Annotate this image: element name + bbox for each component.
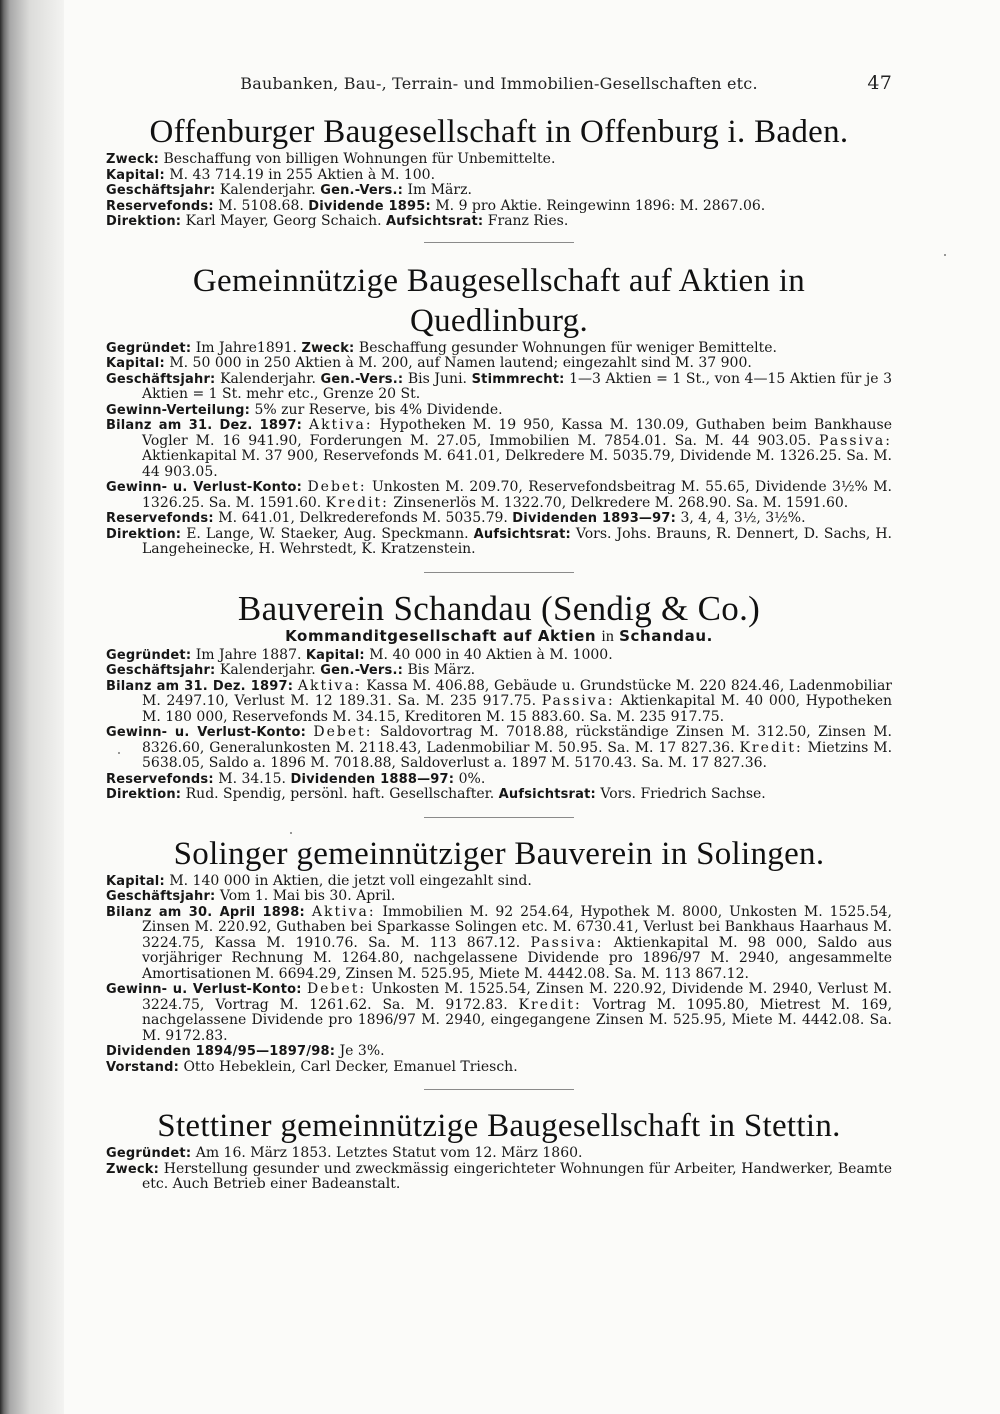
field-reservefonds: Reservefonds: M. 641.01, Delkrederefonds M. 5035.79. Dividenden 1893—97: 3, 4, 4, 3½, 3½%. (106, 510, 806, 526)
entry-title: Stettiner gemeinnützige Baugesellschaft in Stettin. (157, 1108, 841, 1144)
page-number: 47 (867, 72, 892, 94)
entry-stettin (106, 1106, 892, 1193)
entry-title: Solinger gemeinnütziger Bauverein in Solingen. (173, 835, 825, 872)
field-reservefonds: Reservefonds: M. 34.15. Dividenden 1888—97: 0%. (106, 770, 486, 787)
field-direktion: Direktion: Rud. Spendig, persönl. haft. Gesellschafter. Aufsichtsrat: Vors. Friedrich Sachse. (106, 786, 766, 802)
field-direktion: Direktion: E. Lange, W. Staeker, Aug. Speckmann. Aufsichtsrat: Vors. Johs. Brauns, R. Dennert, D. Sachs, H. Langeheinecke, H. Wehrstedt, K. Kratzenstein. (106, 525, 892, 557)
entry-solingen (106, 834, 892, 1076)
field-geschaeftsjahr: Geschäftsjahr: Vom 1. Mai bis 30. April. (106, 888, 396, 904)
field-gewinn-verlust: Gewinn- u. Verlust-Konto: Debet: Unkosten M. 1525.54, Zinsen M. 220.92, Dividende M. 2940, Verlust M. 3224.75, Vortrag M. 1261.62. Sa. M. 9172.83. Kredit: Vortrag M. 1095.80, Mietrest M. 169, nachgelassene Dividende pro 1896/97 M. 2940, eingegangene Zinsen M. 525.95, Miete M. 4442.08. Sa. M. 9172.83. (106, 981, 893, 1044)
entry-offenburg (106, 112, 892, 230)
scan-speck (118, 752, 120, 754)
section-divider (424, 817, 574, 818)
field-dividenden: Dividenden 1894/95—1897/98: Je 3%. (106, 1043, 385, 1059)
field-geschaeftsjahr: Geschäftsjahr: Kalenderjahr. Gen.-Vers.: Im März. (106, 182, 472, 198)
entry-body (106, 1146, 892, 1193)
running-head: Baubanken, Bau-, Terrain- und Immobilien-Gesellschaften etc. (240, 74, 758, 93)
field-bilanz: Bilanz am 31. Dez. 1897: Aktiva: Kassa M. 406.88, Gebäude u. Grundstücke M. 220 824.46, Ladenmobiliar M. 2497.10, Verlust M. 12 189.31. Sa. M. 235 917.75. Passiva: Aktienkapital M. 40 000, Hypotheken M. 180 000, Reservefonds M. 34.15, Kreditoren M. 15 883.60. Sa. M. 235 917.75. (106, 677, 893, 725)
field-zweck: Zweck: Herstellung gesunder und zweckmässig eingerichteter Wohnungen für Arbeiter, Handwerker, Beamte etc. Auch Betrieb einer Badeanstalt. (106, 1160, 892, 1192)
entry-body (106, 152, 892, 230)
section-divider (424, 572, 574, 573)
section-divider (424, 242, 574, 243)
entry-title: Gemeinnützige Baugesellschaft auf Aktien in Quedlinburg. (192, 262, 806, 339)
entry-body (106, 341, 892, 558)
field-zweck: Zweck: Beschaffung von billigen Wohnungen für Unbemittelte. (106, 151, 556, 167)
entry-title: Offenburger Baugesellschaft in Offenburg i. Baden. (149, 114, 849, 150)
field-gewinn-verlust: Gewinn- u. Verlust-Konto: Debet: Unkosten M. 209.70, Reservefondsbeitrag M. 55.65, Dividende 3½% M. 1326.25. Sa. M. 1591.60. Kredit: Zinsenerlös M. 1322.70, Delkredere M. 268.90. Sa. M. 1591.60. (106, 479, 893, 511)
field-kapital: Kapital: M. 43 714.19 in 255 Aktien à M. 100. (106, 166, 436, 183)
page-header (106, 70, 892, 98)
field-gegruendet: Gegründet: Im Jahre 1887. Kapital: M. 40 000 in 40 Aktien à M. 1000. (106, 646, 613, 663)
field-bilanz: Bilanz am 30. April 1898: Aktiva: Immobilien M. 92 254.64, Hypothek M. 8000, Unkosten M. 1525.54, Zinsen M. 220.92, Guthaben bei Sparkasse Solingen etc. M. 6730.41, Verlust bei Bankhaus Haarhaus M. 3224.75, Kassa M. 1910.76. Sa. M. 113 867.12. Passiva: Aktienkapital M. 98 000, Saldo aus vorjähriger Rechnung M. 1264.80, nachgelassene Dividende pro 1896/97 M. 2940, angesammelte Amortisationen M. 6694.29, Zinsen M. 525.95, Miete M. 4442.08. Sa. M. 113 867.12. (106, 903, 893, 982)
field-geschaeftsjahr: Geschäftsjahr: Kalenderjahr. Gen.-Vers.: Bis Juni. Stimmrecht: 1—3 Aktien = 1 St., von 4—15 Aktien für je 3 Aktien = 1 St. mehr etc., Grenze 20 St. (106, 370, 893, 402)
section-divider (424, 1089, 574, 1090)
field-gegruendet: Gegründet: Am 16. März 1853. Letztes Statut vom 12. März 1860. (106, 1145, 583, 1161)
field-gewinn-verteilung: Gewinn-Verteilung: 5% zur Reserve, bis 4% Dividende. (106, 401, 503, 418)
field-kapital: Kapital: M. 50 000 in 250 Aktien à M. 200, auf Namen lautend; eingezahlt sind M. 37 900. (106, 355, 752, 371)
entry-subtitle: Kommanditgesellschaft auf Aktien in Schandau. (285, 626, 713, 645)
scan-speck (944, 254, 946, 256)
field-direktion: Direktion: Karl Mayer, Georg Schaich. Aufsichtsrat: Franz Ries. (106, 213, 569, 229)
scan-speck (290, 832, 292, 834)
entry-quedlinburg (106, 261, 892, 558)
entry-body (106, 874, 892, 1076)
field-geschaeftsjahr: Geschäftsjahr: Kalenderjahr. Gen.-Vers.: Bis März. (106, 662, 476, 678)
field-vorstand: Vorstand: Otto Hebeklein, Carl Decker, Emanuel Triesch. (106, 1058, 518, 1075)
field-reservefonds: Reservefonds: M. 5108.68. Dividende 1895: M. 9 pro Aktie. Reingewinn 1896: M. 2867.06. (106, 197, 766, 214)
field-gegruendet: Gegründet: Im Jahre1891. Zweck: Beschaffung gesunder Wohnungen für weniger Bemittelte. (106, 339, 777, 356)
field-kapital: Kapital: M. 140 000 in Aktien, die jetzt voll eingezahlt sind. (106, 872, 532, 889)
book-page (106, 70, 892, 1193)
scan-shadow-edge (0, 0, 64, 1414)
field-bilanz: Bilanz am 31. Dez. 1897: Aktiva: Hypotheken M. 19 950, Kassa M. 130.09, Guthaben beim Bankhause Vogler M. 16 941.90, Forderungen M. 27.05, Immobilien M. 7854.01. Sa. M. 44 903.05. Passiva: Aktienkapital M. 37 900, Reservefonds M. 641.01, Delkredere M. 5035.79, Dividende M. 1326.25. Sa. M. 44 903.05. (106, 417, 892, 480)
entry-schandau (106, 589, 892, 803)
entry-body (106, 648, 892, 803)
entry-title: Bauverein Schandau (Sendig & Co.) (237, 588, 761, 628)
field-gewinn-verlust: Gewinn- u. Verlust-Konto: Debet: Saldovortrag M. 7018.88, rückständige Zinsen M. 312.50, Zinsen M. 8326.60, Generalunkosten M. 2118.43, Ladenmobiliar M. 50.95. Sa. M. 17 827.36. Kredit: Mietzins M. 5638.05, Saldo a. 1896 M. 7018.88, Saldoverlust a. 1897 M. 5170.43. Sa. M. 17 827.36. (106, 724, 893, 771)
